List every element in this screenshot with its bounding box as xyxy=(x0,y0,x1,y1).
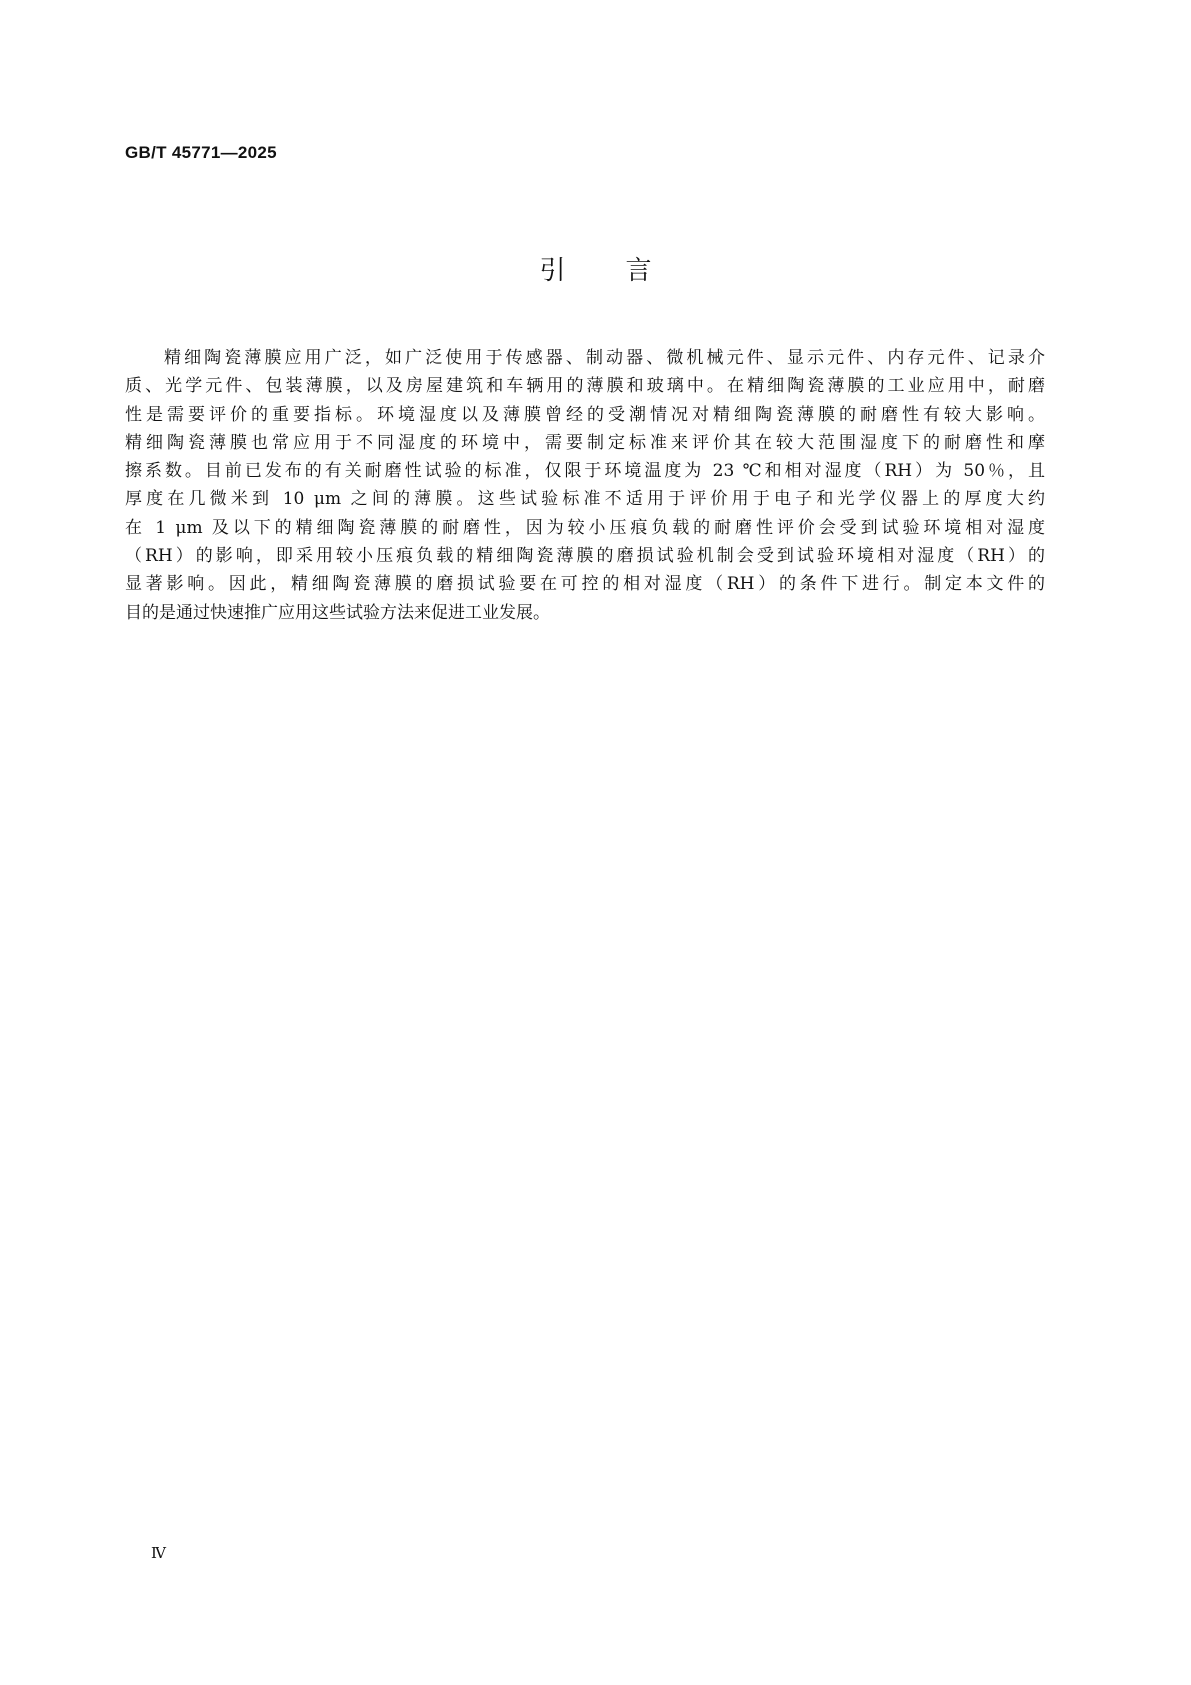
paragraph-line: 性是需要评价的重要指标。环境湿度以及薄膜曾经的受潮情况对精细陶瓷薄膜的耐磨性有较大影响。 xyxy=(125,404,1045,425)
paragraph-line: （RH）的影响，即采用较小压痕负载的精细陶瓷薄膜的磨损试验机制会受到试验环境相对湿度（RH）的 xyxy=(125,546,1045,567)
paragraph-line: 在 1 μm 及以下的精细陶瓷薄膜的耐磨性，因为较小压痕负载的耐磨性评价会受到试验环境相对湿度 xyxy=(125,517,1045,538)
paragraph-line: 目的是通过快速推广应用这些试验方法来促进工业发展。 xyxy=(125,602,550,623)
paragraph-line: 显著影响。因此，精细陶瓷薄膜的磨损试验要在可控的相对湿度（RH）的条件下进行。制定本文件的 xyxy=(125,574,1045,595)
paragraph-line: 质、光学元件、包装薄膜，以及房屋建筑和车辆用的薄膜和玻璃中。在精细陶瓷薄膜的工业应用中，耐磨 xyxy=(125,376,1045,397)
paragraph-line: 厚度在几微米到 10 μm 之间的薄膜。这些试验标准不适用于评价用于电子和光学仪器上的厚度大约 xyxy=(125,489,1045,510)
section-title: 引言 xyxy=(539,256,712,286)
document-code: GB/T 45771—2025 xyxy=(125,143,277,162)
page-number: Ⅳ xyxy=(151,1544,166,1562)
paragraph-line: 精细陶瓷薄膜应用广泛，如广泛使用于传感器、制动器、微机械元件、显示元件、内存元件、记录介 xyxy=(164,348,1045,368)
body-paragraph xyxy=(125,344,1045,627)
paragraph-line: 精细陶瓷薄膜也常应用于不同湿度的环境中，需要制定标准来评价其在较大范围湿度下的耐磨性和摩 xyxy=(125,432,1045,453)
paragraph-line: 擦系数。目前已发布的有关耐磨性试验的标准，仅限于环境温度为 23 ℃和相对湿度（RH）为 50％，且 xyxy=(125,461,1045,482)
